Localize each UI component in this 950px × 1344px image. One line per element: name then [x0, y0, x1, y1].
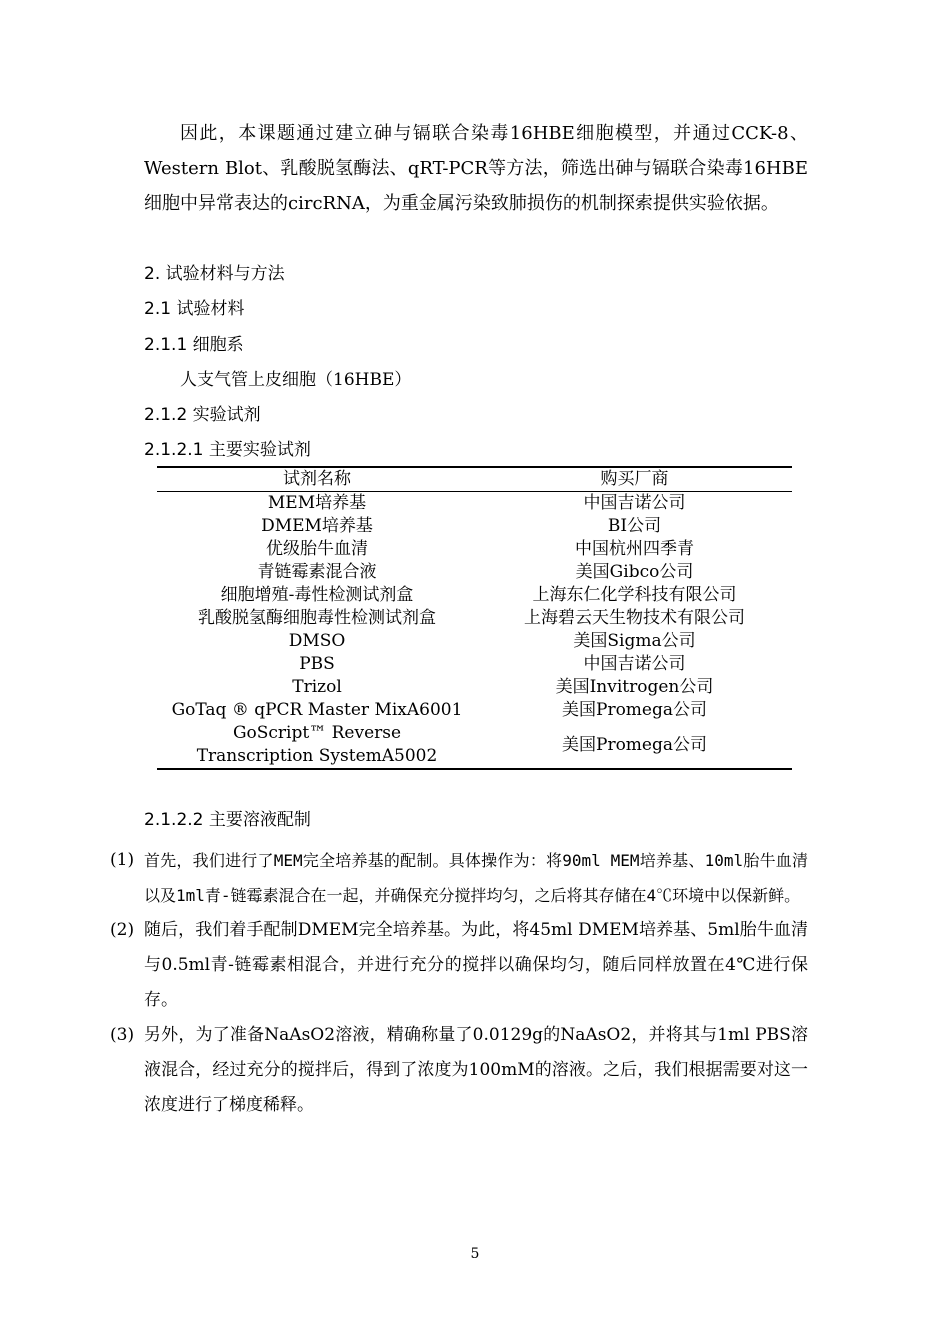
list-item — [110, 843, 808, 913]
reagent-vendor: BI公司 — [607, 516, 662, 536]
section-heading-2-1-2: 2.1.2 实验试剂 — [144, 405, 261, 425]
reagent-name: PBS — [299, 654, 335, 674]
table-row — [157, 492, 792, 516]
step-number: (3) — [110, 1025, 135, 1045]
table-row — [157, 653, 792, 676]
step-text: 首先，我们进行了MEM完全培养基的配制。具体操作为：将90ml MEM培养基、10ml胎牛血清以及1ml青-链霉素混合在一起，并确保充分搅拌均匀，之后将其存储在4℃环境中以保新鲜。 — [144, 851, 808, 905]
reagent-vendor: 上海碧云天生物技术有限公司 — [524, 608, 745, 628]
reagent-name: DMEM培养基 — [261, 516, 373, 536]
reagent-vendor: 美国Invitrogen公司 — [555, 677, 714, 697]
section-heading-2-1-2-2: 2.1.2.2 主要溶液配制 — [144, 810, 311, 830]
section-heading-2-1-1: 2.1.1 细胞系 — [144, 335, 244, 355]
table-row — [157, 538, 792, 561]
table-header-row — [157, 467, 792, 492]
table-row — [157, 630, 792, 653]
step-number: (1) — [110, 850, 135, 870]
section-heading-2-1: 2.1 试验材料 — [144, 299, 245, 319]
list-item — [110, 913, 808, 1018]
cell-line-text: 人支气管上皮细胞（16HBE） — [180, 370, 412, 390]
table-row — [157, 699, 792, 722]
reagent-vendor: 美国Sigma公司 — [573, 631, 696, 651]
header-reagent-name: 试剂名称 — [283, 469, 351, 489]
table-row — [157, 515, 792, 538]
step-text: 随后，我们着手配制DMEM完全培养基。为此，将45ml DMEM培养基、5ml胎牛血清与0.5ml青-链霉素相混合，并进行充分的搅拌以确保均匀，随后同样放置在4℃进行保存。 — [144, 920, 808, 1010]
table-row — [157, 561, 792, 584]
reagent-table — [157, 466, 792, 770]
table-row — [157, 676, 792, 699]
header-vendor: 购买厂商 — [600, 469, 669, 489]
reagent-vendor: 中国杭州四季青 — [575, 539, 694, 559]
reagent-name: DMSO — [288, 631, 346, 651]
reagent-vendor: 中国吉诺公司 — [583, 654, 686, 674]
step-text: 另外，为了准备NaAsO2溶液，精确称量了0.0129g的NaAsO2，并将其与1ml PBS溶液混合，经过充分的搅拌后，得到了浓度为100mM的溶液。之后，我们根据需要对这一浓度进行了梯度稀释。 — [144, 1025, 808, 1115]
reagent-vendor: 美国Gibco公司 — [575, 562, 694, 582]
reagent-vendor: 上海东仁化学科技有限公司 — [532, 585, 737, 605]
page-number: 5 — [470, 1246, 480, 1262]
reagent-name: 青链霉素混合液 — [257, 562, 377, 582]
reagent-name: GoTaq ® qPCR Master MixA6001 — [171, 700, 463, 720]
table-row — [157, 584, 792, 607]
reagent-name: 细胞增殖-毒性检测试剂盒 — [220, 585, 414, 605]
table-row — [157, 722, 792, 769]
section-heading-2-1-2-1: 2.1.2.1 主要实验试剂 — [144, 440, 311, 460]
step-number: (2) — [110, 920, 135, 940]
reagent-name: GoScript™ Reverse Transcription SystemA5002 — [196, 723, 438, 766]
list-item — [110, 1018, 808, 1123]
table-row — [157, 607, 792, 630]
intro-paragraph: 因此，本课题通过建立砷与镉联合染毒16HBE细胞模型，并通过CCK-8、Western Blot、乳酸脱氢酶法、qRT-PCR等方法，筛选出砷与镉联合染毒16HBE细胞中异常表达的circRNA，为重金属污染致肺损伤的机制探索提供实验依据。 — [144, 123, 808, 214]
solution-steps-list — [110, 843, 808, 1123]
reagent-vendor: 美国Promega公司 — [562, 734, 707, 755]
reagent-vendor: 中国吉诺公司 — [583, 493, 686, 513]
reagent-name: 优级胎牛血清 — [266, 539, 368, 559]
reagent-name: Trizol — [292, 677, 342, 697]
section-heading-2: 2. 试验材料与方法 — [144, 264, 285, 284]
reagent-vendor: 美国Promega公司 — [562, 700, 707, 720]
reagent-name: 乳酸脱氢酶细胞毒性检测试剂盒 — [198, 608, 436, 628]
reagent-name: MEM培养基 — [267, 493, 367, 513]
